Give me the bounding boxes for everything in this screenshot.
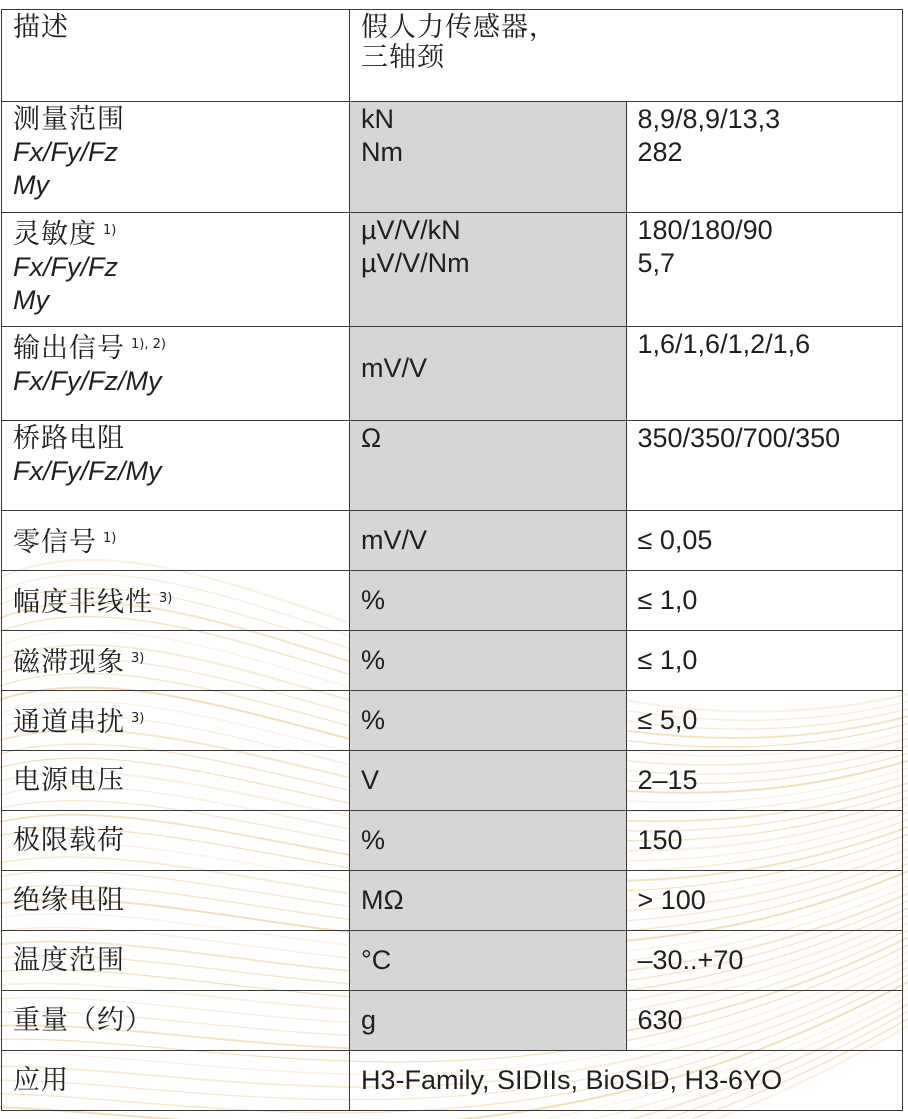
value-text: H3-Family, SIDIIs, BioSID, H3-6YO bbox=[361, 1064, 783, 1095]
row-label: 灵敏度 bbox=[13, 219, 97, 250]
unit-text: kN bbox=[361, 104, 394, 134]
header-desc-line2: 三轴颈 bbox=[361, 42, 445, 73]
label-cell bbox=[2, 213, 350, 327]
row-label: 磁滞现象 bbox=[13, 646, 125, 678]
unit-text: % bbox=[361, 824, 386, 855]
row-output-signal bbox=[2, 327, 903, 421]
label-cell bbox=[2, 421, 350, 511]
label-cell bbox=[2, 751, 350, 811]
value-text: 5,7 bbox=[637, 248, 676, 278]
value-cell bbox=[626, 991, 903, 1051]
row-label: 桥路电阻 bbox=[13, 423, 125, 454]
value-cell bbox=[626, 631, 903, 691]
unit-text: Ω bbox=[361, 423, 382, 453]
row-crosstalk bbox=[2, 691, 903, 751]
value-text: 630 bbox=[637, 1004, 683, 1035]
row-label: 重量（约） bbox=[13, 1004, 153, 1036]
label-cell bbox=[2, 102, 350, 213]
row-sublabel: Fx/Fy/Fz bbox=[13, 252, 118, 282]
value-cell bbox=[626, 931, 903, 991]
unit-cell bbox=[350, 811, 627, 871]
header-row bbox=[2, 10, 903, 102]
header-label: 描述 bbox=[2, 10, 350, 102]
unit-text: mV/V bbox=[361, 352, 428, 383]
row-application bbox=[2, 1051, 903, 1111]
value-cell bbox=[626, 213, 903, 327]
label-cell bbox=[2, 571, 350, 631]
row-label: 极限载荷 bbox=[13, 824, 125, 856]
value-text: 1,6/1,6/1,2/1,6 bbox=[637, 329, 811, 359]
header-description bbox=[350, 10, 903, 102]
row-sublabel: Fx/Fy/Fz/My bbox=[13, 456, 162, 486]
row-label: 零信号 bbox=[13, 526, 97, 558]
label-cell bbox=[2, 811, 350, 871]
unit-cell bbox=[350, 511, 627, 571]
row-supply-voltage bbox=[2, 751, 903, 811]
unit-text: g bbox=[361, 1004, 377, 1035]
label-cell bbox=[2, 511, 350, 571]
value-text: 350/350/700/350 bbox=[637, 423, 841, 453]
value-text: ≤ 1,0 bbox=[637, 584, 698, 615]
row-label: 应用 bbox=[13, 1064, 69, 1096]
row-sublabel: Fx/Fy/Fz/My bbox=[13, 366, 162, 396]
label-cell bbox=[2, 1051, 350, 1111]
label-cell bbox=[2, 631, 350, 691]
row-label-wrap bbox=[13, 328, 349, 365]
value-cell bbox=[626, 571, 903, 631]
row-linearity bbox=[2, 571, 903, 631]
footnote-marker: 3) bbox=[131, 650, 145, 666]
label-cell bbox=[2, 327, 350, 421]
footnote-marker: 1) bbox=[103, 223, 117, 238]
row-sensitivity bbox=[2, 213, 903, 327]
unit-cell bbox=[350, 571, 627, 631]
unit-text: mV/V bbox=[361, 524, 428, 555]
unit-text: % bbox=[361, 584, 386, 615]
value-text: 180/180/90 bbox=[637, 215, 773, 245]
unit-cell bbox=[350, 871, 627, 931]
unit-cell bbox=[350, 421, 627, 511]
row-bridge-resistance bbox=[2, 421, 903, 511]
row-temperature-range bbox=[2, 931, 903, 991]
value-text: 282 bbox=[637, 137, 683, 167]
unit-cell bbox=[350, 751, 627, 811]
row-label: 测量范围 bbox=[13, 104, 125, 135]
value-cell bbox=[626, 751, 903, 811]
value-cell bbox=[626, 691, 903, 751]
value-text: 2–15 bbox=[637, 764, 698, 795]
value-text: 8,9/8,9/13,3 bbox=[637, 104, 781, 134]
application-value-cell bbox=[350, 1051, 903, 1111]
unit-text: V bbox=[361, 764, 380, 795]
unit-text: Nm bbox=[361, 137, 403, 167]
footnote-marker: 3) bbox=[159, 590, 173, 606]
value-cell bbox=[626, 421, 903, 511]
row-limit-load bbox=[2, 811, 903, 871]
value-cell bbox=[626, 811, 903, 871]
value-cell bbox=[626, 511, 903, 571]
row-hysteresis bbox=[2, 631, 903, 691]
unit-cell bbox=[350, 213, 627, 327]
label-cell bbox=[2, 691, 350, 751]
row-zero-signal bbox=[2, 511, 903, 571]
unit-text: µV/V/kN bbox=[361, 215, 461, 245]
unit-text: °C bbox=[361, 944, 392, 975]
row-measuring-range bbox=[2, 102, 903, 213]
row-sublabel: Fx/Fy/Fz bbox=[13, 137, 118, 167]
unit-cell bbox=[350, 102, 627, 213]
footnote-marker: 1), 2) bbox=[131, 337, 166, 352]
unit-text: % bbox=[361, 704, 386, 735]
row-label: 通道串扰 bbox=[13, 706, 125, 738]
label-cell bbox=[2, 871, 350, 931]
value-text: 150 bbox=[637, 824, 683, 855]
unit-cell bbox=[350, 991, 627, 1051]
unit-cell bbox=[350, 631, 627, 691]
value-cell bbox=[626, 871, 903, 931]
row-label: 输出信号 bbox=[13, 333, 125, 364]
value-text: ≤ 1,0 bbox=[637, 644, 698, 675]
row-weight bbox=[2, 991, 903, 1051]
row-insulation-resistance bbox=[2, 871, 903, 931]
row-label-wrap bbox=[13, 214, 349, 251]
value-text: ≤ 5,0 bbox=[637, 704, 698, 735]
unit-text: MΩ bbox=[361, 884, 404, 915]
row-sublabel: My bbox=[13, 285, 49, 315]
value-text: –30..+70 bbox=[637, 944, 744, 975]
label-cell bbox=[2, 931, 350, 991]
row-label: 温度范围 bbox=[13, 944, 125, 976]
row-sublabel: My bbox=[13, 170, 49, 200]
unit-text: % bbox=[361, 644, 386, 675]
unit-cell bbox=[350, 327, 627, 421]
value-text: ≤ 0,05 bbox=[637, 524, 713, 555]
footnote-marker: 1) bbox=[103, 530, 117, 546]
label-cell bbox=[2, 991, 350, 1051]
row-label: 电源电压 bbox=[13, 764, 125, 796]
value-cell bbox=[626, 102, 903, 213]
unit-text: µV/V/Nm bbox=[361, 248, 470, 278]
unit-cell bbox=[350, 691, 627, 751]
value-cell bbox=[626, 327, 903, 421]
value-text: > 100 bbox=[637, 884, 706, 915]
footnote-marker: 3) bbox=[131, 710, 145, 726]
row-label: 绝缘电阻 bbox=[13, 884, 125, 916]
header-desc-line1: 假人力传感器， bbox=[361, 12, 557, 43]
unit-cell bbox=[350, 931, 627, 991]
row-label: 幅度非线性 bbox=[13, 586, 153, 618]
spec-table bbox=[1, 9, 903, 1111]
